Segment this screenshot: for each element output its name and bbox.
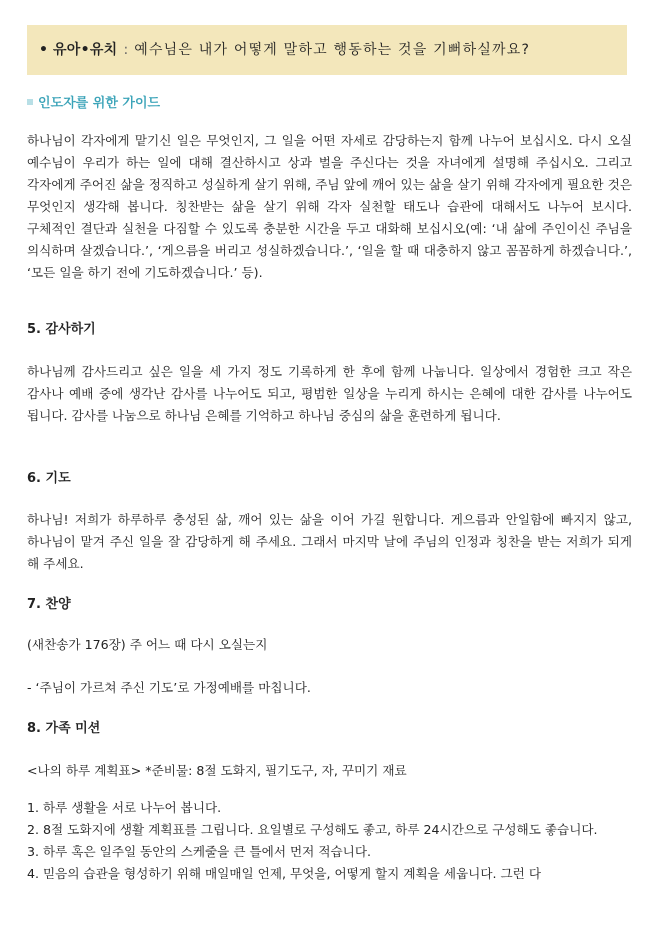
step-number: 2. — [27, 822, 40, 837]
leader-guide-paragraph: 하나님이 각자에게 맡기신 일은 무엇인지, 그 일을 어떤 자세로 감당하는지 함께 나누어 보십시오. 다시 오실 예수님이 우리가 하는 일에 대해 결산하시고 상과 벌을 주신다는 것을 자녀에게 설명해 주십시오. 그리고 각자에게 주어진 삶을 정직하고 성실하게 살기 위해, 주님 앞에 깨어 있는 삶을 살기 위해 각자에게 필요한 것은 무엇인지 생각해 봅니다. 칭찬받는 삶을 살기 위해 각자 실천할 태도나 습관에 대해서도 나누어 보시다. 구체적인 결단과 실천을 다짐할 수 있도록 충분한 시간을 두고 대화해 보십시오(예: ‘내 삶에 주인이신 주님을 의식하며 살겠습니다.’, ‘게으름을 버리고 성실하겠습니다.’, ‘일을 할 때 대충하지 않고 꼼꼼하게 하겠습니다.’, ‘모든 일을 하기 전에 기도하겠습니다.’ 등). — [27, 133, 632, 280]
step-number: 3. — [27, 844, 40, 859]
banner-question-text: 예수님은 내가 어떻게 말하고 행동하는 것을 기뻐하실까요? — [134, 42, 531, 58]
bullet-icon: • — [39, 42, 48, 58]
thanks-paragraph: 하나님께 감사드리고 싶은 일을 세 가지 정도 기록하게 한 후에 함께 나눕니다. 일상에서 경험한 크고 작은 감사나 예배 중에 생각난 감사를 나누어도 되고, 평범한 일상을 누리게 하시는 은혜에 대한 감사를 나누어도 됩니다. 감사를 나눔으로 하나님 은혜를 기억하고 하나님 중심의 삶을 훈련하게 됩니다. — [27, 364, 632, 423]
hymn-line: (새찬송가 176장) 주 어느 때 다시 오실는지 — [27, 637, 268, 652]
step-text: 하루 혹은 일주일 동안의 스케줄을 큰 틀에서 먼저 적습니다. — [43, 844, 372, 859]
step-number: 1. — [27, 800, 40, 815]
step-text: 믿음의 습관을 형성하기 위해 매일매일 언제, 무엇을, 어떻게 할지 계획을 세웁니다. 그런 다 — [43, 866, 542, 881]
age-group-label: 유아•유치 — [52, 42, 118, 58]
step-text: 8절 도화지에 생활 계획표를 그립니다. 요일별로 구성해도 좋고, 하루 24시간으로 구성해도 좋습니다. — [43, 822, 598, 837]
square-bullet-icon — [27, 99, 33, 105]
prayer-paragraph: 하나님! 저희가 하루하루 충성된 삶, 깨어 있는 삶을 이어 가길 원합니다. 게으름과 안일함에 빠지지 않고, 하나님이 맡겨 주신 일을 잘 감당하게 해 주세요. 그래서 마지막 날에 주님의 인정과 칭찬을 받는 저희가 되게 해 주세요. — [27, 512, 633, 571]
list-item — [27, 863, 632, 885]
age-group-banner — [27, 25, 627, 75]
section-heading-praise: 7. 찬양 — [27, 597, 71, 612]
step-number: 4. — [27, 866, 40, 881]
section-heading-prayer: 6. 기도 — [27, 471, 71, 486]
step-text: 하루 생활을 서로 나누어 봅니다. — [43, 800, 222, 815]
banner-question — [39, 40, 530, 60]
banner-separator: : — [123, 42, 129, 58]
list-item — [27, 797, 632, 819]
leader-guide-title: 인도자를 위한 가이드 — [38, 96, 161, 111]
list-item — [27, 819, 632, 841]
mission-steps-list — [27, 797, 632, 885]
leader-guide-heading — [27, 95, 160, 113]
list-item — [27, 841, 632, 863]
closing-line: - ‘주님이 가르쳐 주신 기도’로 가정예배를 마칩니다. — [27, 680, 311, 695]
section-heading-mission: 8. 가족 미션 — [27, 721, 101, 736]
mission-intro: <나의 하루 계획표> *준비물: 8절 도화지, 필기도구, 자, 꾸미기 재료 — [27, 763, 407, 778]
section-heading-thanks: 5. 감사하기 — [27, 322, 96, 337]
